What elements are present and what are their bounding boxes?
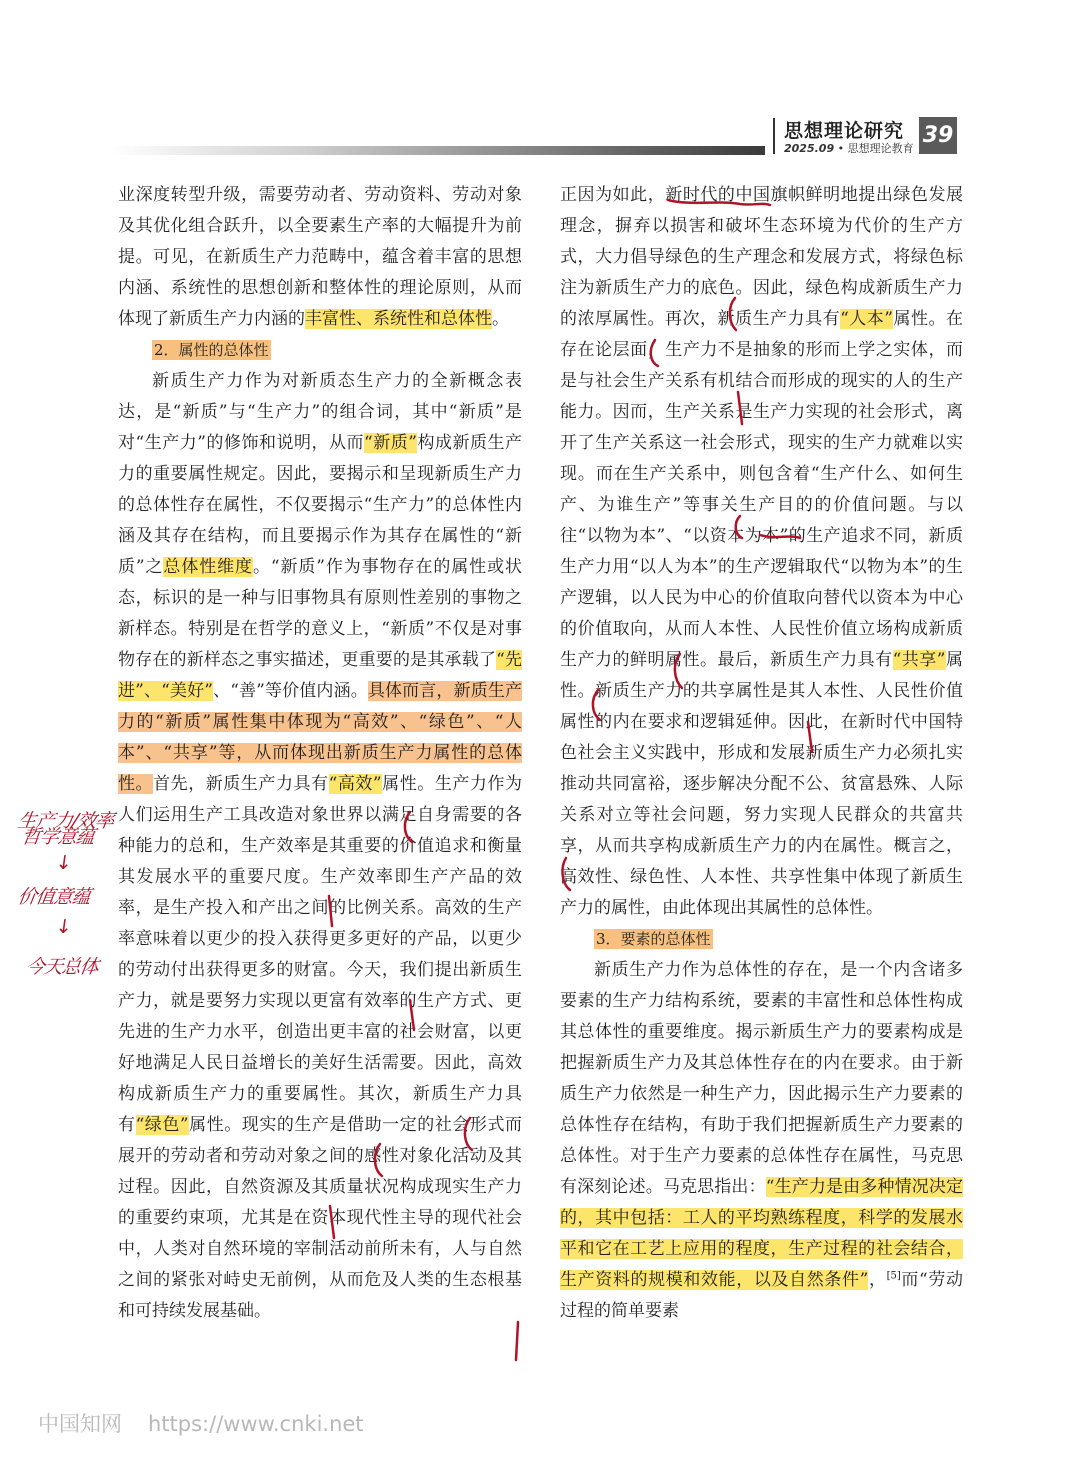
right-column	[560, 180, 963, 1327]
margin-note: 价值意蕴	[16, 886, 92, 908]
paragraph: 业深度转型升级，需要劳动者、劳动资料、劳动对象及其优化组合跃升，以全要素生产率的大幅提升为前提。可见，在新质生产力范畴中，蕴含着丰富的思想内涵、系统性的思想创新和整体性的理论原则，从而体现了新质生产力内涵的丰富性、系统性和总体性。	[118, 185, 522, 329]
page-number: 39	[919, 117, 957, 154]
margin-note: 哲学意蕴	[20, 826, 96, 848]
arrow-down-icon: ↓	[54, 916, 73, 938]
pen-slash	[516, 1322, 518, 1360]
section-heading: 2．属性的总体性	[154, 341, 269, 359]
journal-issue-line	[784, 140, 914, 156]
watermark-site: 中国知网	[38, 1412, 122, 1436]
header-divider	[773, 118, 775, 154]
highlight: “先进”、“美好”	[118, 650, 522, 701]
highlight: “绿色”	[135, 1115, 189, 1135]
journal-name: 思想理论教育	[847, 142, 914, 155]
highlight: “新质”	[364, 433, 417, 453]
highlight: 总体性维度	[163, 557, 253, 577]
paragraph: 新质生产力作为总体性的存在，是一个内含诸多要素的生产力结构系统，要素的丰富性和总体性构成其总体性的重要维度。揭示新质生产力的要素构成是把握新质生产力及其总体性存在的内在要求。由于新质生产力依然是一种生产力，因此揭示生产力要素的总体性存在结构，有助于我们把握新质生产力要素的总体性。对于生产力要素的总体性存在属性，马克思有深刻论述。马克思指出：“生产力是由多种情况决定的，其中包括：工人的平均熟练程度，科学的发展水平和它在工艺上应用的程度，生产过程的社会结合，生产资料的规模和效能，以及自然条件”，[5]而“劳动过程的简单要素	[560, 960, 964, 1321]
citation-marker: [5]	[886, 1270, 901, 1282]
left-column	[118, 180, 522, 1327]
highlight: “人本”	[840, 309, 893, 329]
watermark-url: https://www.cnki.net	[148, 1412, 364, 1436]
highlight: 丰富性、系统性和总体性	[305, 309, 492, 329]
margin-note: 今天总体	[24, 956, 100, 978]
highlight: “生产力是由多种情况决定的，其中包括：工人的平均熟练程度，科学的发展水平和它在工艺上应用的程度，生产过程的社会结合，生产资料的规模和效能，以及自然条件”	[560, 1177, 964, 1290]
arrow-down-icon: ↓	[54, 852, 73, 874]
highlight: “共享”	[892, 650, 946, 670]
highlight: 具体而言，新质生产力的“新质”属性集中体现为“高效”、“绿色”、“人本”、“共享”等，从而体现出新质生产力属性的总体性。	[118, 681, 522, 794]
paragraph: 正因为如此，新时代的中国旗帜鲜明地提出绿色发展理念，摒弃以损害和破坏生态环境为代价的生产方式，大力倡导绿色的生产理念和发展方式，将绿色标注为新质生产力的底色。因此，绿色构成新质生产力的浓厚属性。再次，新质生产力具有“人本”属性。在存在论层面，生产力不是抽象的形而上学之实体，而是与社会生产关系有机结合而形成的现实的人的生产能力。因而，生产关系是生产力实现的社会形式，离开了生产关系这一社会形式，现实的生产力就难以实现。而在生产关系中，则包含着“生产什么、如何生产、为谁生产”等事关生产目的的价值问题。与以往“以物为本”、“以资本为本”的生产追求不同，新质生产力用“以人为本”的生产逻辑取代“以物为本”的生产逻辑，以人民为中心的价值取向替代以资本为中心的价值取向，从而人本性、人民性价值立场构成新质生产力的鲜明属性。最后，新质生产力具有“共享”属性。新质生产力的共享属性是其人本性、人民性价值属性的内在要求和逻辑延伸。因此，在新时代中国特色社会主义实践中，形成和发展新质生产力必须扎实推动共同富裕，逐步解决分配不公、贫富悬殊、人际关系对立等社会问题，努力实现人民群众的共富共享，从而共享构成新质生产力的内在属性。概言之，高效性、绿色性、人本性、共享性集中体现了新质生产力的属性，由此体现出其属性的总体性。	[560, 185, 964, 918]
section-heading: 3．要素的总体性	[596, 930, 711, 948]
watermark	[38, 1408, 390, 1438]
journal-section-title: 思想理论研究	[784, 120, 905, 142]
header-gradient-bar	[110, 146, 765, 155]
paragraph: 新质生产力作为对新质态生产力的全新概念表达，是“新质”与“生产力”的组合词，其中“新质”是对“生产力”的修饰和说明，从而“新质”构成新质生产力的重要属性规定。因此，要揭示和呈现新质生产力的总体性存在属性，不仅要揭示“生产力”的总体性内涵及其存在结构，而且要揭示作为其存在属性的“新质”之总体性维度。“新质”作为事物存在的属性或状态，标识的是一种与旧事物具有原则性差别的事物之新样态。特别是在哲学的意义上，“新质”不仅是对事物存在的新样态之事实描述，更重要的是其承载了“先进”、“美好”、“善”等价值内涵。具体而言，新质生产力的“新质”属性集中体现为“高效”、“绿色”、“人本”、“共享”等，从而体现出新质生产力属性的总体性。首先，新质生产力具有“高效”属性。生产力作为人们运用生产工具改造对象世界以满足自身需要的各种能力的总和，生产效率是其重要的价值追求和衡量其发展水平的重要尺度。生产效率即生产产品的效率，是生产投入和产出之间的比例关系。高效的生产率意味着以更少的投入获得更多更好的产品，以更少的劳动付出获得更多的财富。今天，我们提出新质生产力，就是要努力实现以更富有效率的生产方式、更先进的生产力水平，创造出更丰富的社会财富，以更好地满足人民日益增长的美好生活需要。因此，高效构成新质生产力的重要属性。其次，新质生产力具有“绿色”属性。现实的生产是借助一定的社会形式而展开的劳动者和劳动对象之间的感性对象化活动及其过程。因此，自然资源及其质量状况构成现实生产力的重要约束项，尤其是在资本现代性主导的现代社会中，人类对自然环境的宰制活动前所未有，人与自然之间的紧张对峙史无前例，从而危及人类的生态根基和可持续发展基础。	[118, 371, 523, 1321]
margin-note: 生产力/效率	[16, 810, 115, 832]
issue-bullet: •	[837, 142, 845, 155]
issue-number: 2025.09	[784, 142, 835, 155]
highlight: “高效”	[328, 774, 382, 794]
